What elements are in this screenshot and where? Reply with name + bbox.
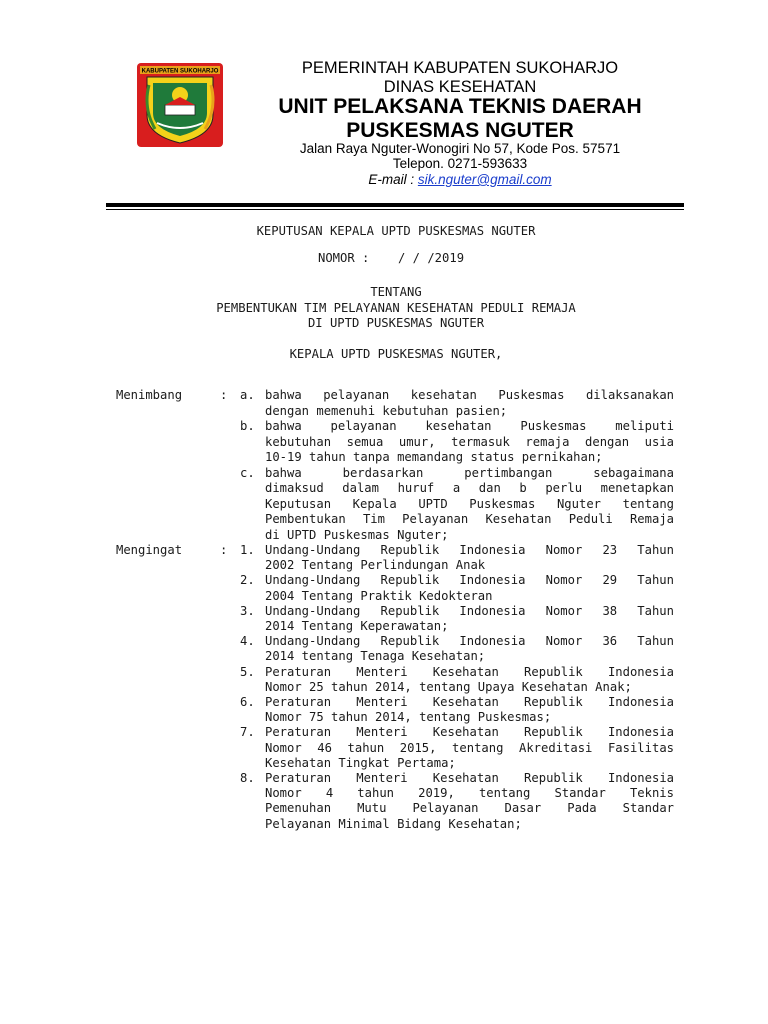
- menimbang-item-marker: b.: [240, 419, 255, 433]
- menimbang-item-marker: a.: [240, 388, 255, 402]
- number-value: / / /2019: [398, 251, 465, 265]
- email-label: E-mail :: [368, 172, 418, 187]
- number-label: NOMOR :: [318, 251, 370, 265]
- menimbang-item-line: bahwa pelayanan kesehatan Puskesmas dilaksanakan: [265, 388, 674, 402]
- unit-name: UNIT PELAKSANA TEKNIS DAERAH: [278, 95, 642, 118]
- puskesmas-name: PUSKESMAS NGUTER: [346, 119, 574, 142]
- mengingat-item-line: Pemenuhan Mutu Pelayanan Dasar Pada Standar: [265, 801, 674, 816]
- menimbang-item-line: 10-19 tahun tanpa memandang status pernikahan;: [265, 450, 603, 464]
- menimbang-item-line: dengan memenuhi kebutuhan pasien;: [265, 403, 508, 418]
- mengingat-item-marker: 8.: [240, 771, 255, 785]
- menimbang-item-line: bahwa berdasarkan pertimbangan sebagaimana: [265, 465, 674, 480]
- decree-title: KEPUTUSAN KEPALA UPTD PUSKESMAS NGUTER: [256, 224, 536, 238]
- menimbang-item-line: Pembentukan Tim Pelayanan Kesehatan Peduli Remaja: [265, 512, 674, 526]
- menimbang-colon: :: [220, 388, 228, 402]
- phone: Telepon. 0271-593633: [392, 156, 528, 171]
- mengingat-item-marker: 7.: [240, 725, 255, 740]
- header-divider-thick: [106, 203, 684, 207]
- department-name: DINAS KESEHATAN: [383, 78, 537, 96]
- menimbang-item-line: di UPTD Puskesmas Nguter;: [265, 527, 449, 542]
- mengingat-label: Mengingat: [116, 543, 183, 557]
- mengingat-item-line: Nomor 4 tahun 2019, tentang Standar Teknis: [265, 786, 674, 801]
- mengingat-item-line: Pelayanan Minimal Bidang Kesehatan;: [265, 816, 522, 831]
- mengingat-item-line: Nomor 75 tahun 2014, tentang Puskesmas;: [265, 710, 552, 725]
- mengingat-item-line: 2014 Tentang Keperawatan;: [265, 619, 449, 633]
- mengingat-item-line: 2014 tentang Tenaga Kesehatan;: [265, 649, 486, 664]
- mengingat-item-line: 2004 Tentang Praktik Kedokteran: [265, 588, 493, 603]
- about-heading: TENTANG: [370, 285, 422, 299]
- mengingat-item-line: Peraturan Menteri Kesehatan Republik Indonesia: [265, 725, 674, 740]
- email-line: [240, 173, 680, 187]
- mengingat-item-marker: 1.: [240, 543, 255, 557]
- mengingat-item-line: Nomor 46 tahun 2015, tentang Akreditasi Fasilitas: [265, 740, 674, 755]
- mengingat-item-marker: 2.: [240, 573, 255, 588]
- menimbang-item-line: kebutuhan semua umur, termasuk remaja dengan usia: [265, 434, 674, 449]
- mengingat-item-line: Peraturan Menteri Kesehatan Republik Indonesia: [265, 664, 674, 679]
- header-divider-thin: [106, 209, 684, 210]
- mengingat-item-line: 2002 Tentang Perlindungan Anak: [265, 558, 486, 573]
- subject-line-2: DI UPTD PUSKESMAS NGUTER: [307, 316, 485, 330]
- mengingat-item-marker: 3.: [240, 603, 255, 618]
- subject-line-1: PEMBENTUKAN TIM PELAYANAN KESEHATAN PEDULI REMAJA: [216, 301, 576, 315]
- mengingat-item-line: Nomor 25 tahun 2014, tentang Upaya Kesehatan Anak;: [265, 679, 632, 694]
- menimbang-item-line: dimaksud dalam huruf a dan b perlu menetapkan: [265, 481, 674, 495]
- mengingat-item-line: Peraturan Menteri Kesehatan Republik Indonesia: [265, 771, 674, 785]
- email-link[interactable]: sik.nguter@gmail.com: [417, 172, 552, 187]
- mengingat-item-line: Peraturan Menteri Kesehatan Republik Indonesia: [265, 695, 674, 709]
- mengingat-item-marker: 6.: [240, 695, 255, 709]
- mengingat-item-marker: 5.: [240, 664, 255, 679]
- menimbang-item-marker: c.: [240, 465, 255, 480]
- menimbang-item-line: bahwa pelayanan kesehatan Puskesmas meliputi: [265, 419, 674, 433]
- mengingat-item-marker: 4.: [240, 634, 255, 649]
- menimbang-label: Menimbang: [116, 388, 183, 402]
- address: Jalan Raya Nguter-Wonogiri No 57, Kode Pos. 57571: [299, 141, 621, 156]
- mengingat-item-line: Undang-Undang Republik Indonesia Nomor 36 Tahun: [265, 634, 674, 649]
- mengingat-item-line: Undang-Undang Republik Indonesia Nomor 29 Tahun: [265, 573, 674, 588]
- svg-text:KABUPATEN SUKOHARJO: KABUPATEN SUKOHARJO: [141, 68, 219, 75]
- menimbang-item-line: Keputusan Kepala UPTD Puskesmas Nguter tentang: [265, 496, 674, 511]
- official-title: KEPALA UPTD PUSKESMAS NGUTER,: [289, 347, 503, 361]
- kabupaten-sukoharjo-logo: [137, 63, 223, 147]
- mengingat-colon: :: [220, 543, 228, 557]
- government-name: PEMERINTAH KABUPATEN SUKOHARJO: [301, 59, 619, 77]
- mengingat-item-line: Undang-Undang Republik Indonesia Nomor 23 Tahun: [265, 543, 674, 557]
- mengingat-item-line: Undang-Undang Republik Indonesia Nomor 38 Tahun: [265, 603, 674, 618]
- mengingat-item-line: Kesehatan Tingkat Pertama;: [265, 755, 456, 770]
